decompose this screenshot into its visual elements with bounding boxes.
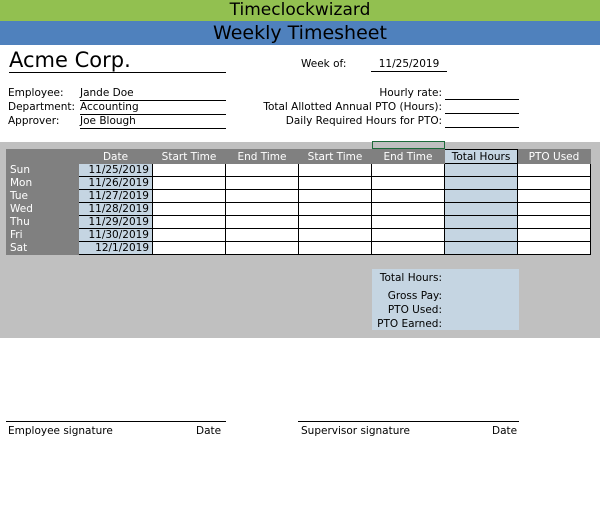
start-time-cell[interactable]	[299, 229, 372, 242]
day-label: Sun	[7, 164, 79, 177]
employee-date-label: Date	[196, 425, 222, 437]
column-header-date: Date	[79, 150, 153, 164]
week-of-label: Week of:	[301, 58, 347, 70]
brand-banner: Timeclockwizard	[0, 0, 600, 21]
annual-pto-field[interactable]	[445, 100, 519, 114]
selected-cell[interactable]	[372, 141, 445, 149]
end-time-cell[interactable]	[372, 164, 445, 177]
table-row	[7, 216, 591, 229]
pto-used-cell[interactable]	[518, 229, 591, 242]
employee-signature-line[interactable]	[6, 421, 226, 422]
company-name[interactable]: Acme Corp.	[9, 48, 226, 73]
page-title: Weekly Timesheet	[0, 21, 600, 45]
daily-hours-label: Daily Required Hours for PTO:	[285, 115, 442, 127]
end-time-cell[interactable]	[226, 242, 299, 255]
total-hours-cell[interactable]	[445, 164, 518, 177]
pto-used-cell[interactable]	[518, 242, 591, 255]
supervisor-signature-label: Supervisor signature	[301, 425, 410, 437]
start-time-cell[interactable]	[153, 242, 226, 255]
column-header-start-time-2: Start Time	[299, 150, 372, 164]
pto-used-cell[interactable]	[518, 177, 591, 190]
total-hours-cell[interactable]	[445, 203, 518, 216]
column-header-pto-used: PTO Used	[518, 150, 591, 164]
column-header-total-hours: Total Hours	[445, 150, 518, 164]
approver-field[interactable]: Joe Blough	[80, 115, 226, 129]
date-cell[interactable]: 11/29/2019	[79, 216, 153, 229]
end-time-cell[interactable]	[226, 203, 299, 216]
employee-field[interactable]: Jande Doe	[80, 87, 226, 101]
date-cell[interactable]: 11/28/2019	[79, 203, 153, 216]
date-cell[interactable]: 11/26/2019	[79, 177, 153, 190]
supervisor-date-label: Date	[492, 425, 518, 437]
end-time-cell[interactable]	[372, 190, 445, 203]
total-hours-cell[interactable]	[445, 242, 518, 255]
start-time-cell[interactable]	[299, 203, 372, 216]
pto-used-cell[interactable]	[518, 190, 591, 203]
column-header-start-time-1: Start Time	[153, 150, 226, 164]
date-cell[interactable]: 11/25/2019	[79, 164, 153, 177]
day-label: Fri	[7, 229, 79, 242]
start-time-cell[interactable]	[153, 177, 226, 190]
start-time-cell[interactable]	[299, 190, 372, 203]
total-hours-label: Total Hours:	[379, 272, 442, 284]
day-label: Thu	[7, 216, 79, 229]
table-row	[7, 190, 591, 203]
approver-label: Approver:	[8, 115, 60, 127]
day-column-header	[7, 150, 79, 164]
pto-earned-label: PTO Earned:	[377, 318, 442, 330]
supervisor-signature-line[interactable]	[298, 421, 519, 422]
end-time-cell[interactable]	[226, 216, 299, 229]
end-time-cell[interactable]	[226, 229, 299, 242]
hourly-rate-field[interactable]	[445, 86, 519, 100]
department-field[interactable]: Accounting	[80, 101, 226, 115]
end-time-cell[interactable]	[372, 203, 445, 216]
start-time-cell[interactable]	[299, 216, 372, 229]
start-time-cell[interactable]	[299, 164, 372, 177]
total-hours-cell[interactable]	[445, 190, 518, 203]
timesheet-table	[6, 149, 591, 255]
week-of-value[interactable]: 11/25/2019	[371, 58, 447, 72]
day-label: Wed	[7, 203, 79, 216]
total-hours-cell[interactable]	[445, 229, 518, 242]
table-row	[7, 229, 591, 242]
start-time-cell[interactable]	[299, 177, 372, 190]
day-label: Sat	[7, 242, 79, 255]
table-row	[7, 242, 591, 255]
end-time-cell[interactable]	[372, 177, 445, 190]
total-hours-cell[interactable]	[445, 216, 518, 229]
end-time-cell[interactable]	[226, 190, 299, 203]
total-hours-cell[interactable]	[445, 177, 518, 190]
table-row	[7, 177, 591, 190]
pto-used-cell[interactable]	[518, 164, 591, 177]
pto-used-label: PTO Used:	[387, 304, 442, 316]
start-time-cell[interactable]	[153, 229, 226, 242]
date-cell[interactable]: 11/27/2019	[79, 190, 153, 203]
day-label: Mon	[7, 177, 79, 190]
pto-used-cell[interactable]	[518, 216, 591, 229]
end-time-cell[interactable]	[372, 216, 445, 229]
start-time-cell[interactable]	[153, 164, 226, 177]
daily-hours-field[interactable]	[445, 114, 519, 128]
table-row	[7, 203, 591, 216]
employee-signature-label: Employee signature	[8, 425, 113, 437]
pto-used-cell[interactable]	[518, 203, 591, 216]
start-time-cell[interactable]	[153, 203, 226, 216]
column-header-end-time-2: End Time	[372, 150, 445, 164]
date-cell[interactable]: 12/1/2019	[79, 242, 153, 255]
column-header-end-time-1: End Time	[226, 150, 299, 164]
start-time-cell[interactable]	[153, 190, 226, 203]
employee-label: Employee:	[8, 87, 64, 99]
end-time-cell[interactable]	[372, 229, 445, 242]
end-time-cell[interactable]	[226, 164, 299, 177]
day-label: Tue	[7, 190, 79, 203]
department-label: Department:	[8, 101, 76, 113]
annual-pto-label: Total Allotted Annual PTO (Hours):	[263, 101, 442, 113]
start-time-cell[interactable]	[299, 242, 372, 255]
table-row	[7, 164, 591, 177]
end-time-cell[interactable]	[226, 177, 299, 190]
table-header-row	[7, 150, 591, 164]
end-time-cell[interactable]	[372, 242, 445, 255]
gross-pay-label: Gross Pay:	[387, 290, 442, 302]
start-time-cell[interactable]	[153, 216, 226, 229]
hourly-rate-label: Hourly rate:	[379, 87, 442, 99]
date-cell[interactable]: 11/30/2019	[79, 229, 153, 242]
